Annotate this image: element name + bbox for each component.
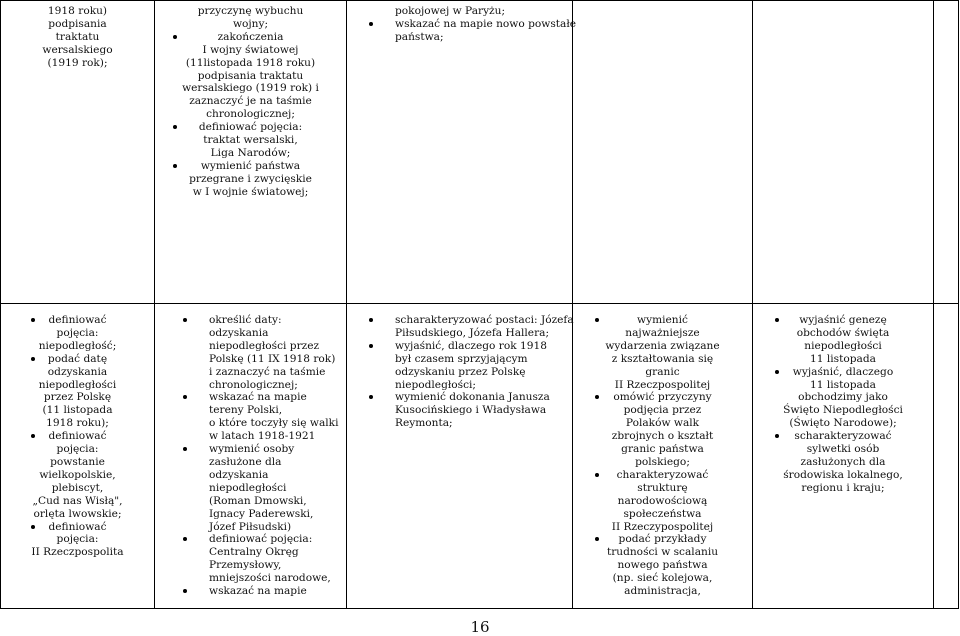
bullet-item: [1, 314, 154, 327]
text-line: plebiscyt,: [51, 481, 104, 494]
text-line: orlęta lwowskie;: [33, 507, 122, 520]
bullet-icon: [595, 395, 599, 399]
bullet-item: [753, 430, 933, 443]
table-cell: [347, 1, 577, 304]
bullet-text: omówić przyczyny: [613, 391, 712, 404]
table-row: [1, 304, 959, 609]
table-cell: [573, 304, 753, 609]
text-line: z kształtowania się: [611, 352, 714, 365]
bullet-icon: [775, 434, 779, 438]
text-line: granic: [645, 365, 680, 378]
text-line: odzyskania: [47, 365, 108, 378]
text-line: podpisania: [48, 17, 107, 30]
bullet-icon: [775, 318, 779, 322]
text-line: trudności w scalaniu: [606, 546, 719, 559]
bullet-item: [573, 533, 752, 546]
table-cell: [753, 1, 934, 304]
text-line: regionu i kraju;: [801, 481, 885, 494]
bullet-text: wskazać na mapie: [209, 585, 307, 598]
text-line: podpisania traktatu: [197, 69, 304, 82]
bullet-text: definiować: [48, 520, 107, 533]
text-line: (Święto Narodowe);: [789, 417, 897, 430]
bullet-text: scharakteryzować: [794, 430, 892, 443]
bullet-icon: [183, 395, 187, 399]
text-line: zasłużonych dla: [800, 455, 886, 468]
text-line: Polskę (11 IX 1918 rok): [209, 352, 336, 365]
text-line: i zaznaczyć na taśmie: [209, 365, 326, 378]
text-line: granic państwa: [621, 443, 704, 456]
bullet-icon: [183, 447, 187, 451]
bullet-item: [753, 366, 933, 379]
text-line: traktatu: [55, 30, 100, 43]
text-line: II Rzeczpospolita: [31, 546, 124, 559]
text-line: najważniejsze: [625, 326, 700, 339]
bullet-item: [1, 353, 154, 366]
text-line: przegrane i zwycięskie: [189, 172, 312, 185]
bullet-text: wskazać na mapie: [209, 391, 307, 404]
bullet-icon: [595, 473, 599, 477]
bullet-item: [155, 585, 346, 598]
text-line: Piłsudskiego, Józefa Hallera;: [395, 326, 550, 339]
bullet-text: charakteryzować: [616, 468, 709, 481]
bullet-item: [155, 314, 346, 327]
text-line: narodowościową: [617, 494, 708, 507]
text-line: II Rzeczpospolitej: [614, 378, 711, 391]
bullet-text: scharakteryzować postaci: Józefa: [395, 314, 574, 326]
table-cell: [573, 1, 753, 304]
bullet-icon: [31, 434, 35, 438]
bullet-icon: [369, 395, 373, 399]
table-cell: [934, 304, 959, 609]
text-line: odzyskania: [209, 468, 269, 481]
bullet-text: definiować: [48, 430, 107, 443]
text-line: zbrojnych o kształt: [611, 430, 714, 443]
bullet-text: wymienić: [637, 314, 688, 326]
bullet-text: wymienić dokonania Janusza: [395, 391, 550, 404]
text-line: II Rzeczypospolitej: [611, 520, 714, 533]
text-line: wydarzenia związane: [605, 339, 720, 352]
bullet-text: podać datę: [47, 352, 108, 365]
bullet-icon: [595, 318, 599, 322]
bullet-icon: [173, 125, 177, 129]
text-line: strukturę: [637, 481, 688, 494]
text-line: państwa;: [395, 30, 444, 43]
text-line: pojęcia:: [56, 443, 99, 456]
text-line: Święto Niepodległości: [783, 404, 903, 417]
text-line: pojęcia:: [56, 326, 99, 339]
text-line: odzyskaniu przez Polskę: [395, 365, 526, 378]
table-row: [1, 1, 959, 304]
bullet-item: [155, 391, 346, 404]
bullet-text: wymienić państwa: [200, 159, 301, 172]
table-cell: [1, 1, 155, 304]
text-line: pojęcia:: [56, 533, 99, 546]
text-line: nowego państwa: [617, 559, 708, 572]
text-line: zasłużone dla: [209, 455, 282, 468]
table-cell: [155, 304, 347, 609]
bullet-icon: [369, 318, 373, 322]
text-line: niepodległości przez: [209, 339, 320, 352]
bullet-icon: [31, 357, 35, 361]
text-line: sylwetki osób: [806, 443, 880, 456]
bullet-item: [1, 521, 154, 534]
text-line: Kusocińskiego i Władysława: [395, 404, 547, 417]
bullet-icon: [31, 525, 35, 529]
text-line: przyczynę wybuchu: [197, 5, 304, 17]
text-line: niepodległości: [209, 481, 287, 494]
bullet-item: [573, 391, 752, 404]
text-line: chronologicznej;: [206, 108, 295, 121]
text-line: podjęcia przez: [623, 404, 702, 417]
bullet-item: [155, 160, 346, 173]
bullet-item: [347, 17, 577, 31]
bullet-icon: [369, 22, 373, 26]
text-line: 1918 roku): [47, 5, 108, 17]
text-line: o które toczyły się walki: [209, 417, 339, 430]
bullet-item: [347, 391, 572, 404]
text-line: Centralny Okręg: [209, 546, 299, 559]
bullet-item: [347, 340, 572, 353]
text-line: w I wojnie światowej;: [192, 185, 309, 198]
bullet-text: definiować pojęcia:: [209, 533, 313, 546]
text-line: polskiego;: [635, 455, 690, 468]
text-line: mniejszości narodowe,: [209, 572, 331, 585]
bullet-text: wyjaśnić genezę: [799, 314, 887, 326]
bullet-text: wyjaśnić, dlaczego: [792, 365, 894, 378]
table-cell: [934, 1, 959, 304]
text-line: administracja,: [624, 585, 701, 598]
bullet-item: [347, 314, 572, 327]
bullet-item: [573, 469, 752, 482]
text-line: zaznaczyć je na taśmie: [189, 95, 312, 108]
bullet-item: [155, 121, 346, 134]
text-line: tereny Polski,: [209, 404, 283, 417]
text-line: powstanie: [50, 455, 105, 468]
text-line: 11 listopada: [810, 352, 876, 365]
bullet-text: zakończenia: [217, 30, 284, 43]
text-line: chronologicznej;: [209, 378, 298, 391]
text-line: „Cud nas Wisłą",: [32, 494, 123, 507]
text-line: Przemysłowy,: [209, 559, 282, 572]
bullet-text: podać przykłady: [618, 533, 707, 546]
text-line: wersalskiego: [42, 43, 113, 56]
text-line: (11 listopada: [42, 404, 113, 417]
text-line: obchodów święta: [796, 326, 890, 339]
bullet-item: [1, 430, 154, 443]
table-cell: [1, 304, 155, 609]
bullet-icon: [595, 537, 599, 541]
text-line: I wojny światowej: [202, 43, 299, 56]
bullet-item: [573, 314, 752, 327]
text-line: 1918 roku);: [46, 417, 109, 430]
text-line: w latach 1918-1921: [209, 430, 316, 443]
text-line: (Roman Dmowski,: [209, 494, 307, 507]
table-cell: [347, 304, 573, 609]
bullet-icon: [775, 370, 779, 374]
text-line: Reymonta;: [395, 417, 453, 430]
text-line: wojny;: [232, 17, 269, 30]
text-line: wersalskiego (1919 rok) i: [182, 82, 319, 95]
text-line: 11 listopada: [810, 378, 876, 391]
text-line: społeczeństwa: [623, 507, 702, 520]
text-line: (np. sieć kolejowa,: [612, 572, 713, 585]
table-cell: [155, 1, 347, 304]
text-line: (11listopada 1918 roku): [185, 56, 316, 69]
text-line: Józef Piłsudski): [209, 520, 292, 533]
bullet-item: [155, 533, 346, 546]
text-line: odzyskania: [209, 326, 269, 339]
text-line: Polaków walk: [625, 417, 700, 430]
bullet-icon: [183, 318, 187, 322]
bullet-icon: [173, 164, 177, 168]
bullet-icon: [31, 318, 35, 322]
text-line: niepodległości: [38, 378, 117, 391]
bullet-icon: [183, 537, 187, 541]
text-line: był czasem sprzyjającym: [395, 352, 528, 365]
bullet-item: [753, 314, 933, 327]
text-line: Ignacy Paderewski,: [209, 507, 314, 520]
bullet-icon: [183, 589, 187, 593]
page-number: 16: [470, 618, 490, 636]
bullet-text: określić daty:: [209, 314, 282, 326]
text-line: pokojowej w Paryżu;: [395, 5, 506, 17]
bullet-text: wskazać na mapie nowo powstałe: [395, 17, 577, 30]
bullet-text: wyjaśnić, dlaczego rok 1918: [395, 339, 547, 352]
text-line: traktat wersalski,: [203, 134, 298, 147]
table-cell: [753, 304, 934, 609]
text-line: środowiska lokalnego,: [783, 468, 903, 481]
bullet-icon: [173, 35, 177, 39]
text-line: niepodległości: [804, 339, 882, 352]
bullet-text: definiować: [48, 314, 107, 326]
text-line: wielkopolskie,: [39, 468, 116, 481]
text-line: niepodległości;: [395, 378, 476, 391]
bullet-item: [155, 31, 346, 44]
text-line: Liga Narodów;: [210, 146, 291, 159]
bullet-icon: [369, 344, 373, 348]
bullet-text: wymienić osoby: [209, 443, 295, 456]
bullet-text: definiować pojęcia:: [198, 121, 303, 134]
text-line: przez Polskę: [43, 391, 112, 404]
text-line: niepodległość;: [38, 339, 117, 352]
bullet-item: [155, 443, 346, 456]
text-line: obchodzimy jako: [798, 391, 888, 404]
text-line: (1919 rok);: [47, 56, 108, 69]
